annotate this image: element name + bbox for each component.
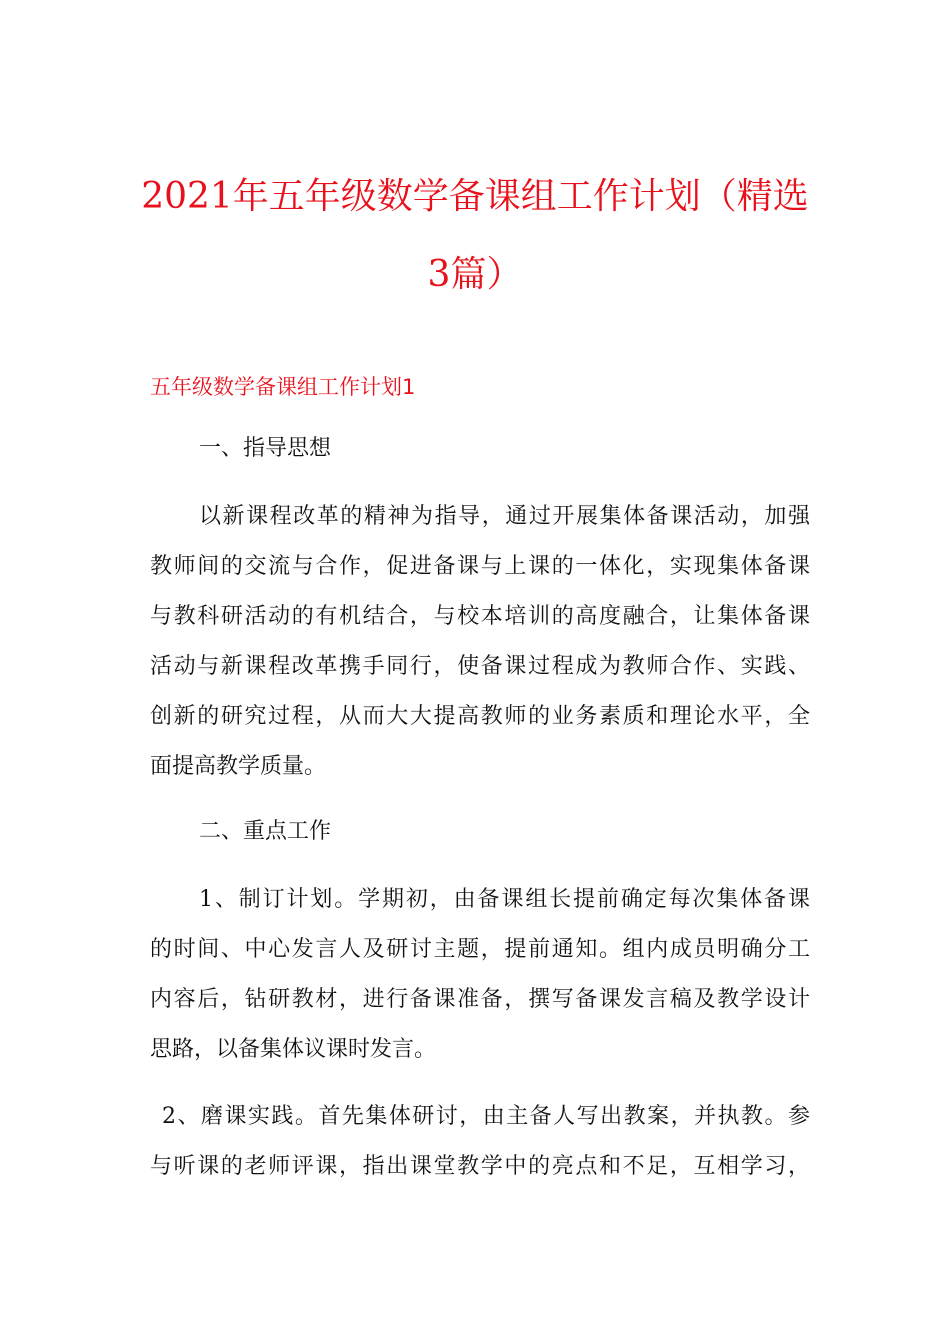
text-line: 活动与新课程改革携手同行，使备课过程成为教师合作、实践、 xyxy=(150,654,810,679)
document-title-line-2: 3篇） xyxy=(427,254,523,295)
text-line: 的时间、中心发言人及研讨主题，提前通知。组内成员明确分工 xyxy=(150,937,810,962)
text-line: 2、磨课实践。首先集体研讨，由主备人写出教案，并执教。参 xyxy=(162,1104,810,1129)
part-heading-key-work: 二、重点工作 xyxy=(199,819,332,844)
text-line: 与听课的老师评课，指出课堂教学中的亮点和不足，互相学习， xyxy=(150,1154,810,1179)
paragraph-guiding-ideology xyxy=(150,492,810,792)
text-line: 以新课程改革的精神为指导，通过开展集体备课活动，加强 xyxy=(199,504,810,529)
document-title-line-1: 2021年五年级数学备课组工作计划（精选 xyxy=(141,176,809,217)
section-heading-plan-1: 五年级数学备课组工作计划1 xyxy=(150,375,416,399)
part-heading-guiding-ideology: 一、指导思想 xyxy=(199,436,332,461)
text-line: 1、制订计划。学期初，由备课组长提前确定每次集体备课 xyxy=(199,887,810,912)
paragraph-make-plan xyxy=(150,875,810,1075)
document-title xyxy=(130,158,820,314)
text-line: 创新的研究过程，从而大大提高教师的业务素质和理论水平，全 xyxy=(150,704,810,729)
paragraph-lesson-practice xyxy=(150,1092,810,1192)
text-line: 教师间的交流与合作，促进备课与上课的一体化，实现集体备课 xyxy=(150,554,810,579)
text-line: 内容后，钻研教材，进行备课准备，撰写备课发言稿及教学设计 xyxy=(150,987,810,1012)
text-line: 与教科研活动的有机结合，与校本培训的高度融合，让集体备课 xyxy=(150,604,810,629)
text-line: 思路，以备集体议课时发言。 xyxy=(150,1037,437,1062)
text-line: 面提高教学质量。 xyxy=(150,754,327,779)
